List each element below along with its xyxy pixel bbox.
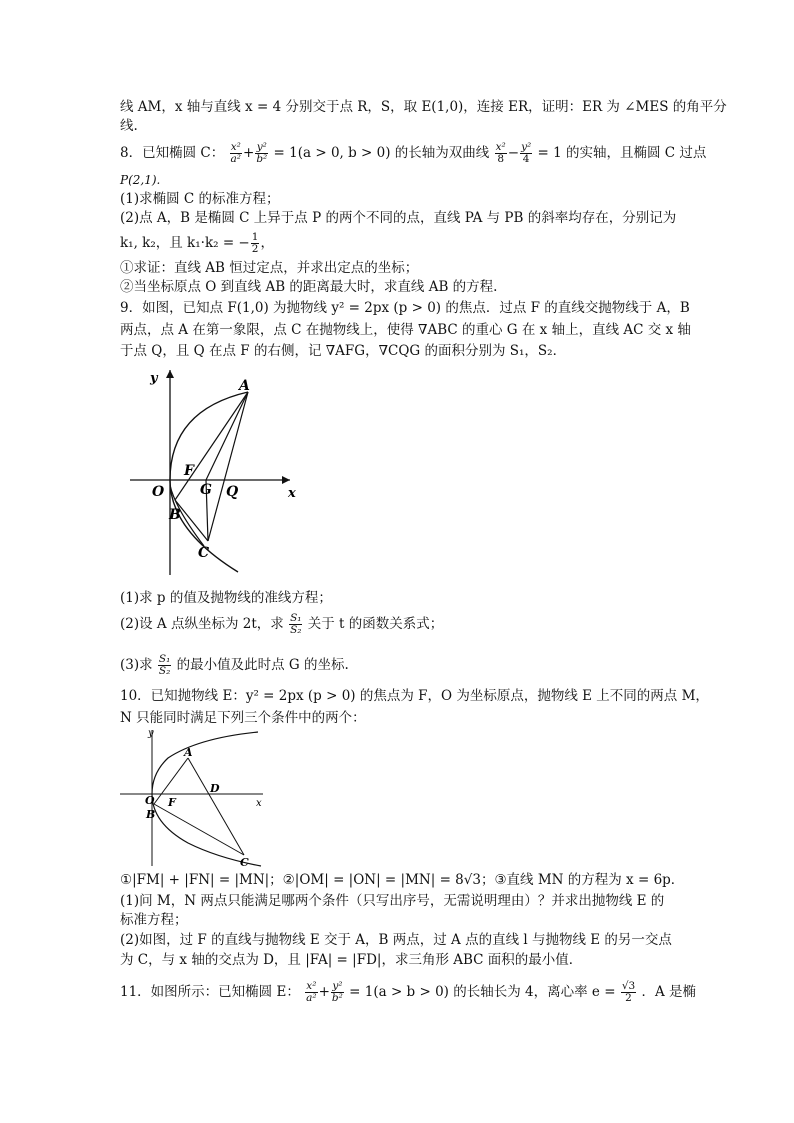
fraction: $\frac{\text{y²}}{4}$ xyxy=(521,141,532,165)
q10-line1: 10．已知抛物线 E：y² = 2px (p > 0) 的焦点为 F，O 为坐标原点，抛物线 E 上不同的两点 M， xyxy=(120,688,709,704)
fraction: $\frac{\text{x²}}{\text{a²}}$ xyxy=(230,141,241,165)
q9-line3: 于点 Q，且 Q 在点 F 的右侧，记 ∇AFG，∇CQG 的面积分别为 S₁，S₂． xyxy=(120,343,567,359)
y-axis-arrow xyxy=(166,370,174,378)
label-A: A xyxy=(239,378,250,394)
fraction: $\frac{\text{x²}}{\text{a²}}$ xyxy=(306,980,317,1004)
label-Q: Q xyxy=(226,484,239,500)
q10-part2: (2)如图，过 F 的直线与抛物线 E 交于 A，B 两点，过 A 点的直线 l 与抛物线 E 的另一交点 xyxy=(120,932,672,948)
segment-AC xyxy=(188,758,244,855)
label-G: G xyxy=(200,482,212,498)
q8-eq1: = 1(a > 0, b > 0) 的长轴为双曲线 xyxy=(273,145,490,161)
fraction: $\frac{\text{S₁}}{\text{S₂}}$ xyxy=(290,612,302,636)
q8-point: P(2,1). xyxy=(120,173,161,187)
q8-part2-cont: k₁, k₂，且 k₁·k₂ = − $\frac{1}{2}$ ， xyxy=(120,231,274,255)
figure-parabola-abc xyxy=(118,728,268,868)
label-x: x xyxy=(256,798,262,809)
q9-part2: (2)设 A 点纵坐标为 2t，求 $\frac{\text{S₁}}{\text{S₂}}$ 关于 t 的函数关系式； xyxy=(120,612,444,636)
q9-line2: 两点，点 A 在第一象限，点 C 在抛物线上，使得 ∇ABC 的重心 G 在 x 轴上，直线 AC 交 x 轴 xyxy=(120,322,691,338)
label-B: B xyxy=(146,808,156,821)
label-O: O xyxy=(152,484,165,500)
q10-part1: (1)问 M，N 两点只能满足哪两个条件（只写出序号，无需说明理由）？并求出抛物线 E 的 xyxy=(120,893,665,909)
fraction: $\frac{\text{x²}}{8}$ xyxy=(495,141,506,165)
q8-eq2: = 1 的实轴，且椭圆 C 过点 xyxy=(537,145,707,161)
label-C: C xyxy=(240,856,249,868)
label-F: F xyxy=(184,463,194,479)
text-line: 线 AM，x 轴与直线 x = 4 分别交于点 R，S，取 E(1,0)，连接 ER，证明：ER 为 ∠MES 的角平分 xyxy=(120,99,727,115)
label-y: y xyxy=(148,728,154,739)
label-O: O xyxy=(145,794,155,807)
figure-parabola-triangle xyxy=(120,360,300,580)
fraction: $\frac{\text{y²}}{\text{b²}}$ xyxy=(256,141,268,165)
segment-AC xyxy=(208,392,248,541)
fraction: $\frac{\text{S₁}}{\text{S₂}}$ xyxy=(158,653,171,677)
q8-part2: (2)点 A，B 是椭圆 C 上异于点 P 的两个不同的点，直线 PA 与 PB 的斜率均存在，分别记为 xyxy=(120,210,677,226)
q8-sub2: ②当坐标原点 O 到直线 AB 的距离最大时，求直线 AB 的方程. xyxy=(120,279,498,295)
text-line: 线. xyxy=(120,118,138,134)
q10-part2-cont: 为 C，与 x 轴的交点为 D，且 |FA| = |FD|，求三角形 ABC 面积的最小值． xyxy=(120,952,583,968)
q9-part3: (3)求 $\frac{\text{S₁}}{\text{S₂}}$ 的最小值及此时点 G 的坐标. xyxy=(120,653,349,677)
fraction: $\frac{1}{2}$ xyxy=(251,231,259,255)
question-11-statement: 11．如图所示：已知椭圆 E： $\frac{\text{x²}}{\text{a²}}$ + $\frac{\text{y²}}{\text{b²}}$ = 1(a > b > 0) 的长轴长为 4，离心率 e = $\frac{√3}{2}$ ．A 是椭 xyxy=(120,980,697,1004)
q9-line1: 9．如图，已知点 F(1,0) 为抛物线 y² = 2px (p > 0) 的焦点．过点 F 的直线交抛物线于 A，B xyxy=(120,300,690,316)
q10-conditions: ①|FM| + |FN| = |MN|；②|OM| = |ON| = |MN| = 8√3；③直线 MN 的方程为 x = 6p． xyxy=(120,872,685,888)
segment-BC xyxy=(154,804,244,855)
label-x: x xyxy=(288,486,296,501)
label-C: C xyxy=(198,545,210,561)
q8-part1: (1)求椭圆 C 的标准方程； xyxy=(120,191,280,207)
q10-line2: N 只能同时满足下列三个条件中的两个： xyxy=(120,710,366,726)
question-8-statement: 8．已知椭圆 C： $\frac{\text{x²}}{\text{a²}}$ + $\frac{\text{y²}}{\text{b²}}$ = 1(a > 0, b > 0) 的长轴为双曲线 $\frac{\text{x²}}{8}$ − $\frac{\text{y²}}{4}$ = 1 的实轴，且椭圆 C 过点 xyxy=(120,141,707,165)
label-D: D xyxy=(210,782,220,795)
q8-sub1: ①求证：直线 AB 恒过定点，并求出定点的坐标； xyxy=(120,260,419,276)
q10-part1-cont: 标准方程； xyxy=(120,912,188,928)
label-F: F xyxy=(168,796,176,809)
fraction: $\frac{√3}{2}$ xyxy=(621,980,636,1004)
label-B: B xyxy=(169,507,181,523)
fraction: $\frac{\text{y²}}{\text{b²}}$ xyxy=(331,980,343,1004)
label-y: y xyxy=(150,371,158,386)
label-A: A xyxy=(184,746,193,759)
q8-head: 8．已知椭圆 C： xyxy=(120,145,225,161)
x-axis-arrow xyxy=(282,476,290,484)
q9-part1: (1)求 p 的值及抛物线的准线方程； xyxy=(120,590,332,606)
